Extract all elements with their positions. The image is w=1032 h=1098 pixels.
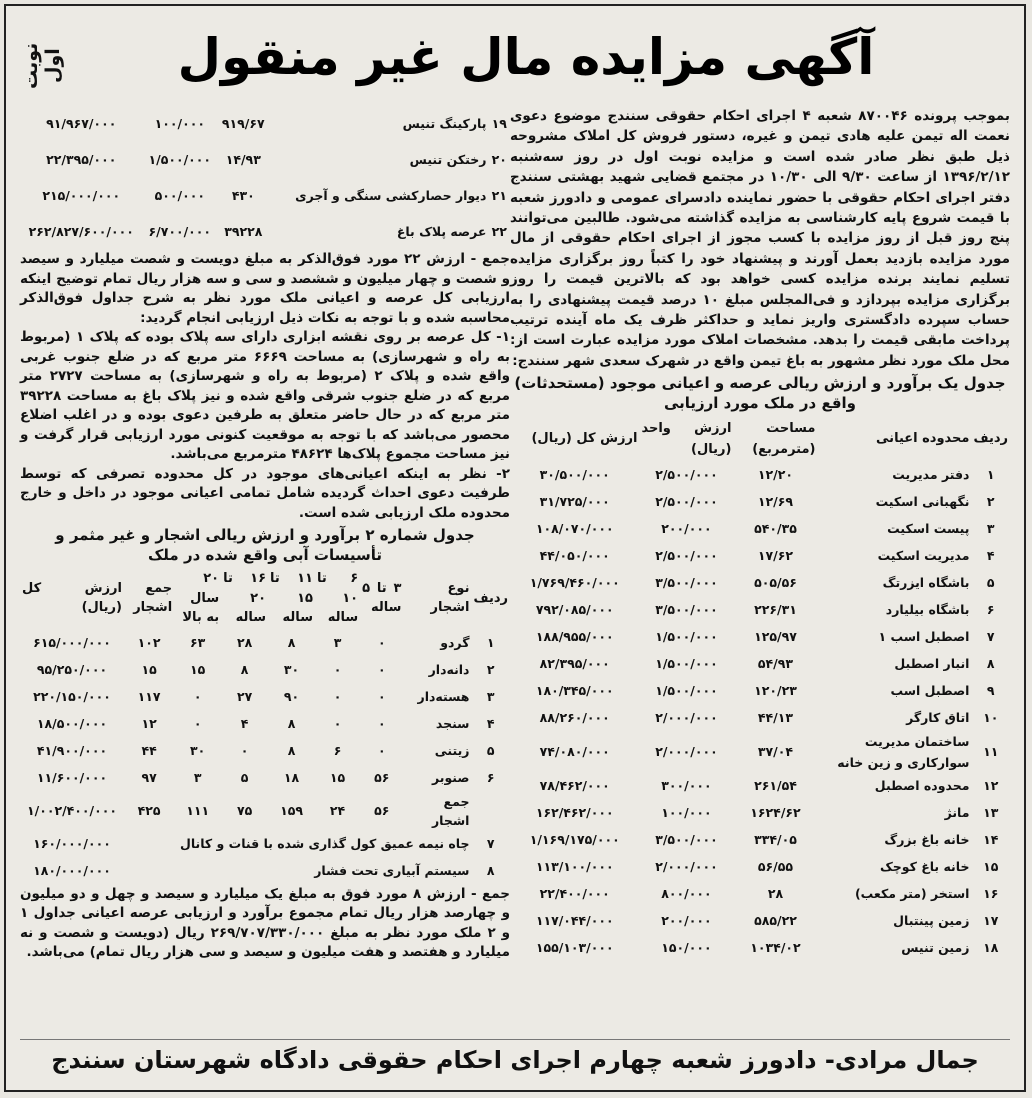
table1-cell: ۵۶/۵۵ — [757, 859, 794, 875]
table1-cell: ۴۴/۰۵۰/۰۰۰ — [539, 548, 610, 564]
table2-cell: ۹۵/۲۵۰/۰۰۰ — [36, 662, 108, 678]
table1-cell: ۱۷ — [983, 913, 999, 929]
table2-cell — [471, 792, 510, 831]
table2-row — [20, 657, 510, 684]
table1-cell: مانژ — [944, 805, 970, 821]
table1-cell: ۱۰ — [983, 710, 999, 726]
table1-header-row — [510, 417, 1010, 462]
table1-cont-cell: ۱۰۰/۰۰۰ — [154, 116, 205, 132]
table2-cell: ۰ — [377, 689, 386, 705]
table2-row — [20, 765, 510, 792]
table2-cell: ۶ — [486, 770, 495, 786]
table2-heading: جدول شماره ۲ برآورد و ارزش ریالی اشجار و غیر مثمر و تأسیسات آبی واقع شده در ملک — [55, 526, 475, 564]
table2-cell: صنوبر — [431, 770, 470, 786]
table1-cell: باشگاه بیلیارد — [885, 602, 970, 618]
table1-cell: ۵۴۰/۳۵ — [754, 521, 797, 537]
table2-cell: ۱۱/۶۰۰/۰۰۰ — [36, 770, 108, 786]
table1-col-header: ردیف — [973, 431, 1008, 447]
table2-cell: ۰ — [377, 635, 386, 651]
notice-frame — [4, 4, 1026, 1092]
table1-cell: ۱۰۰/۰۰۰ — [661, 805, 712, 821]
table2-cell: ۸ — [287, 743, 296, 759]
table1-cell: ۱۳ — [983, 805, 999, 821]
table1-cell: ۱۶۲۴/۶۲ — [750, 805, 801, 821]
table1 — [510, 417, 1010, 962]
table1-cell: ۷۸/۴۶۲/۰۰۰ — [539, 778, 610, 794]
table1-cell: ۲۶۱/۵۴ — [754, 778, 797, 794]
table1-cell: ۱۲۰/۲۳ — [754, 683, 797, 699]
table1-cell: ۱۵ — [983, 859, 999, 875]
table2-cell: ۱۵ — [141, 662, 157, 678]
table2-row — [20, 630, 510, 657]
table2-cell: ۶۳ — [190, 635, 206, 651]
table1-cell: ۵ — [986, 575, 995, 591]
table1-cell: ۲۲۶/۳۱ — [754, 602, 797, 618]
table1-cell: ۱۵۰/۰۰۰ — [661, 940, 712, 956]
table1-cell: مدیریت اسکیت — [877, 548, 970, 564]
table1-cell: باشگاه ایزرتگ — [882, 575, 970, 591]
table2-cell: هسته‌دار — [417, 689, 470, 705]
table2-cell: گردو — [440, 635, 470, 651]
table2-cell: ۵ — [486, 743, 495, 759]
table1-cell: ۱۷/۶۲ — [757, 548, 794, 564]
table2-col-header: ردیف — [473, 590, 508, 606]
table1-cell: ۸ — [986, 656, 995, 672]
table2-extra-row — [20, 858, 510, 885]
table2-cell: ۱۸/۵۰۰/۰۰۰ — [36, 716, 108, 732]
table1-cell: ۷۹۲/۰۸۵/۰۰۰ — [535, 602, 614, 618]
table1-row — [510, 732, 1010, 773]
table2-cell: ۵۶ — [374, 803, 390, 819]
table2-row — [20, 738, 510, 765]
note-paragraph-2: ۲- نظر به اینکه اعیانی‌های موجود در کل محدوده تصرفی که توسط طرفیت دعوی احداث گردیده شامل تمامی اعیانی موجود در داخل و خارج محدوده ملک ارزیابی شده است. — [20, 465, 510, 521]
table2-cell: ۹۰ — [283, 689, 300, 705]
table1-cell: ۱۱ — [983, 744, 999, 760]
table1-cell: محدوده اصطبل — [874, 778, 970, 794]
table1-row — [510, 881, 1010, 908]
table2-row — [20, 792, 510, 831]
table2-cell: ۱ — [486, 635, 495, 651]
table1-cell: خانه باغ کوچک — [879, 859, 970, 875]
table1-cell: ۲۸ — [767, 886, 784, 902]
table2-cell: ۱۵ — [329, 770, 346, 786]
table1-cell: زمین پینتبال — [893, 913, 970, 929]
table1-cell: ۲/۵۰۰/۰۰۰ — [655, 548, 718, 564]
table2-cell: ۱۵ — [190, 662, 206, 678]
table1-row — [510, 570, 1010, 597]
table1-cell: ۲۰۰/۰۰۰ — [661, 913, 712, 929]
table1-cell: ۱۰۸/۰۷۰/۰۰۰ — [535, 521, 614, 537]
table1-row — [510, 462, 1010, 489]
table1-cell: ۱۸۸/۹۵۵/۰۰۰ — [535, 629, 614, 645]
intro-paragraph: بموجب پرونده ۸۷۰۰۴۶ شعبه ۴ اجرای احکام حقوقی سنندج موضوع دعوی نعمت اله تیمن علیه هادی تیمن و غیره، دستور فروش کل املاک مشروحه ذیل طبق نظر صادر شده است و مزایده نوبت اول در روز سه‌شنبه ۱۳۹۶/۲/۱۲ از ساعت ۹/۳۰ الی ۱۰/۳۰ در مجتمع قضایی شهید بهشتی سنندج دفتر اجرای احکام حقوقی با حضور نماینده دادسرای عمومی و دادورز شعبه با قیمت شروع پایه کارشناسی به مزایده گذاشته می‌شود. طالبین می‌توانند پنج روز قبل از روز مزایده با کسب مجوز از اجرای احکام حقوقی از مال مورد مزایده بازدید بعمل آورند و پیشنهاد خود را کتباً روز برگزاری مزایده تسلیم نمایند برنده مزایده کسی خواهد بود که بالاترین قیمت را روز برگزاری مزایده بپردازد و فی‌المجلس مبلغ ۱۰ درصد قیمت پیشنهادی را به حساب سپرده دادگستری واریز نماید و حداکثر ظرف یک ماه آینده ترتیب پرداخت مابقی قیمت را بدهد. مشخصات املاک مورد مزایده عبارت است از: محل ملک مورد نظر مشهور به باغ تیمن واقع در شهرک سعدی شهر سنندج: — [510, 108, 1011, 369]
sum-paragraph-2: جمع - ارزش ۸ مورد فوق به مبلغ یک میلیارد و سیصد و چهل و دو میلیون و چهارصد هزار ریال تمام مجموع برآورد و ارزیابی عرصه اعیانی جداول ۱ و ۲ ملک مورد نظر به مبلغ ۲۶۹/۷۰۷/۳۳۰/۰۰۰ ریال (دویست و شصت و نه میلیارد و هفتصد و هفت میلیون و سیصد و سی هزار ریال تمام) می‌باشد. — [20, 885, 511, 960]
table2-cell: ۱۵۹ — [280, 803, 303, 819]
table1-cont-row — [20, 214, 510, 250]
right-column — [510, 106, 1010, 962]
signature-footer: جمال مرادی- دادورز شعبه چهارم اجرای احکام حقوقی دادگاه شهرستان سنندج — [20, 1039, 1010, 1080]
table2-cell: ۶۱۵/۰۰۰/۰۰۰ — [33, 635, 111, 651]
notice-round-tag: نوبت اول — [20, 42, 64, 90]
table2-cell: ۰ — [377, 743, 386, 759]
table1-cont-row — [20, 142, 510, 178]
table1-cell: ۳/۵۰۰/۰۰۰ — [655, 602, 718, 618]
table1-cont-cell: ۴۳۰ — [231, 188, 255, 204]
table1-cell: ۱/۵۰۰/۰۰۰ — [655, 683, 718, 699]
table1-cont-cell: ۱۹ — [491, 116, 507, 132]
table1-row — [510, 489, 1010, 516]
table1-cell: ۳۰۰/۰۰۰ — [661, 778, 712, 794]
table1-cell: ۱/۵۰۰/۰۰۰ — [655, 629, 718, 645]
table1-row — [510, 773, 1010, 800]
table2-cell: ۳ — [486, 689, 495, 705]
table2-cell: ۴۲۵ — [137, 803, 161, 819]
table1-cell: ۲۲/۴۰۰/۰۰۰ — [539, 886, 610, 902]
table1-cell: ۸۰۰/۰۰۰ — [661, 886, 712, 902]
table1-cell: نگهبانی اسکیت — [875, 494, 970, 510]
table1-cont-cell: ۲۰ — [491, 152, 507, 168]
note-paragraph-1: ۱- کل عرصه بر روی نقشه ابزاری دارای سه پلاک بوده که پلاک ۱ (مربوط به راه و شهرسازی) به مساحت ۶۶۶۹ متر مربع که در ضلع جنوب غربی واقع شده و پلاک ۲ (مربوط به راه و شهرسازی) به مساحت ۲۷۲۷ متر مربع که در ضلع جنوب شرقی واقع شده و نیز پلاک باغ به مساحت ۳۹۲۲۸ متر مربع که در حال حاضر متعلق به طرفین دعوی بوده و در اغلب اضلاع محصور می‌باشد که با توجه به موقعیت کنونی مورد ارزیابی قرار گرفت و نیز مساحت مجموع پلاک‌ها ۴۸۶۲۴ مترمربع می‌باشد. — [20, 329, 510, 462]
table2-cell: ۵ — [240, 770, 249, 786]
table1-cell: ۱ — [986, 467, 995, 483]
table1-cell: ۴۴/۱۳ — [757, 710, 794, 726]
table2-cell: سنجد — [435, 716, 470, 732]
table1-cell: ۱۲/۶۹ — [757, 494, 794, 510]
table2-col-header: جمع اشجار — [133, 580, 173, 616]
table2-col-header: ارزش کل (ریال) — [22, 580, 122, 616]
table1-cell: ۴ — [986, 548, 995, 564]
table1-cont-cell: ۲۱ — [491, 188, 507, 204]
table1-heading: جدول یک برآورد و ارزش ریالی عرصه و اعیانی موجود (مستحدثات) واقع در ملک مورد ارزیابی — [514, 374, 1006, 413]
table1-cell: ۸۲/۳۹۵/۰۰۰ — [539, 656, 610, 672]
table1-col-header: محدوده اعیانی — [876, 431, 970, 447]
table1-cell: ۳۷/۰۴ — [757, 744, 794, 760]
table1-cell: ۲/۰۰۰/۰۰۰ — [655, 859, 718, 875]
table2-col-header: ۱۶ تا ۲۰ ساله — [223, 571, 267, 625]
table1-cont-cell: ۳۹۲۲۸ — [224, 224, 263, 240]
table1-cont-cell: ۹۱۹/۶۷ — [221, 116, 265, 132]
table1-cell: ۱۲۵/۹۷ — [754, 629, 797, 645]
table1-cell: استخر (متر مکعب) — [854, 886, 970, 902]
table2-cell: ۹۷ — [141, 770, 157, 786]
table2-cell: ۸ — [486, 863, 495, 879]
table1-cont-cell: ۵۰۰/۰۰۰ — [154, 188, 205, 204]
table2-cell: ۸ — [287, 716, 296, 732]
table2-header-row — [20, 567, 510, 630]
table2-cell: ۱۲ — [141, 716, 157, 732]
table2-cell: ۴۴ — [141, 743, 157, 759]
table2-cell: ۷۵ — [236, 803, 253, 819]
table2-col-header: ۲۰ سال به بالا — [182, 571, 220, 625]
table2-col-header: ۱۱ تا ۱۵ ساله — [270, 571, 313, 625]
table2-col-header: نوع اشجار — [430, 580, 470, 616]
table2-cell: ۵۶ — [374, 770, 390, 786]
table1-cell: ۱۵۵/۱۰۳/۰۰۰ — [535, 940, 614, 956]
table1-cell: زمین تنیس — [901, 940, 970, 956]
table1-cell: ۵۴/۹۳ — [757, 656, 794, 672]
table1-row — [510, 827, 1010, 854]
table1-cell: ۵۸۵/۲۲ — [754, 913, 797, 929]
table2-row — [20, 711, 510, 738]
table1-cell: ۷ — [986, 629, 995, 645]
table1-cont-cell: ۹۱/۹۶۷/۰۰۰ — [46, 116, 117, 132]
table2-cell: ۴ — [240, 716, 249, 732]
table2-cell: چاه نیمه عمیق کول گذاری شده با قنات و کانال — [180, 836, 470, 852]
table1-row — [510, 624, 1010, 651]
table1-cell: ۸۸/۲۶۰/۰۰۰ — [539, 710, 610, 726]
table2-cell: ۰ — [377, 662, 386, 678]
table1-cell: ۱۶۲/۴۶۲/۰۰۰ — [535, 805, 614, 821]
table1-cont-row — [20, 106, 510, 142]
table1-cont-cell: ۲۶۲/۸۲۷/۶۰۰/۰۰۰ — [28, 224, 134, 240]
table1-cell: اصطبل اسب ۱ — [878, 629, 970, 645]
table1-cell: ۱۴ — [983, 832, 999, 848]
table1-cell: ۳۱/۷۲۵/۰۰۰ — [539, 494, 610, 510]
table2-cell: ۰ — [333, 716, 342, 732]
table1-cell: ۱/۱۶۹/۱۷۵/۰۰۰ — [529, 832, 620, 848]
table1-row — [510, 678, 1010, 705]
table2-cell: ۰ — [193, 689, 202, 705]
table1-cell: ۹ — [986, 683, 995, 699]
table1-cont-cell: دیوار حصارکشی سنگی و آجری — [295, 188, 487, 204]
table1-cell: ۱۸ — [983, 940, 999, 956]
table1-cell: اصطبل اسب — [890, 683, 970, 699]
table2-cell: ۲۲۰/۱۵۰/۰۰۰ — [33, 689, 111, 705]
table1-cell: دفتر مدیریت — [892, 467, 970, 483]
table1-cont-cell: ۲۱۵/۰۰۰/۰۰۰ — [42, 188, 121, 204]
table2-cell: ۲ — [486, 662, 495, 678]
table1-cell: ۲/۰۰۰/۰۰۰ — [655, 744, 718, 760]
table2-cell: ۱۶۰/۰۰۰/۰۰۰ — [33, 836, 111, 852]
table2-cell: ۴۱/۹۰۰/۰۰۰ — [36, 743, 108, 759]
left-column — [20, 106, 510, 963]
table1-cell: ۲/۵۰۰/۰۰۰ — [655, 467, 718, 483]
table1-col-header: ارزش واحد (ریال) — [641, 421, 732, 457]
table1-row — [510, 935, 1010, 962]
table2-cell: ۱۱۷ — [137, 689, 161, 705]
table1-cell: ۱۰۳۴/۰۲ — [750, 940, 801, 956]
table2-cell: ۰ — [240, 743, 249, 759]
table1-cell: ۱۶ — [983, 886, 999, 902]
table1-row — [510, 705, 1010, 732]
table1-cont-cell: ۲۲/۳۹۵/۰۰۰ — [46, 152, 117, 168]
table1-cont-cell: رختکن تنیس — [409, 152, 487, 168]
table2-cell: ۳ — [333, 635, 342, 651]
table1-cont-cell: ۶/۷۰۰/۰۰۰ — [148, 224, 212, 240]
table1-cell: ۳۰/۵۰۰/۰۰۰ — [539, 467, 610, 483]
table1-cell: ۱/۷۶۹/۴۶۰/۰۰۰ — [529, 575, 620, 591]
table1-row — [510, 516, 1010, 543]
notice-title: آگهی مزایده مال غیر منقول — [177, 28, 875, 86]
table1-cell: ۱۱۷/۰۴۴/۰۰۰ — [535, 913, 614, 929]
table2-cell: جمع اشجار — [431, 793, 470, 828]
table1-cell: ۲/۵۰۰/۰۰۰ — [655, 494, 718, 510]
table2-cell: ۳ — [193, 770, 202, 786]
table2-row — [20, 684, 510, 711]
table1-cell: ۲ — [986, 494, 995, 510]
table1-cell: ۳/۵۰۰/۰۰۰ — [655, 832, 718, 848]
table2-cell: ۱۸ — [283, 770, 300, 786]
table1-cell: ۱۲ — [983, 778, 999, 794]
table2-cell: ۷ — [486, 836, 495, 852]
table1-cont-cell: عرصه پلاک باغ — [396, 224, 487, 240]
table1-cell: ۷۴/۰۸۰/۰۰۰ — [539, 744, 610, 760]
table1-cell: ۲۰۰/۰۰۰ — [661, 521, 712, 537]
table2-cell: ۲۸ — [236, 635, 253, 651]
table2 — [20, 567, 510, 885]
table1-cell: ۱۱۳/۱۰۰/۰۰۰ — [535, 859, 614, 875]
table1-cell: ۱/۵۰۰/۰۰۰ — [655, 656, 718, 672]
table2-col-header: ۶ تا ۱۰ ساله — [316, 571, 359, 625]
sum-paragraph-1: جمع - ارزش ۲۲ مورد فوق‌الذکر به مبلغ دویست و شصت میلیارد و سیصد و شصت و چهار میلیون و ششصد و سی و سه هزار ریال تمام توضیح اینکه ارزیابی کل عرصه و اعیانی ملک مورد نظر به شرح جداول فوق‌الذکر محاسبه شده و با توجه به نکات ذیل ارزیابی انجام گردید: — [20, 251, 510, 326]
table1-row — [510, 651, 1010, 678]
table1-cell: ۱۸۰/۳۴۵/۰۰۰ — [535, 683, 614, 699]
table1-continued — [20, 106, 510, 250]
table1-cell: خانه باغ بزرگ — [884, 832, 970, 848]
table2-cell: ۸ — [240, 662, 249, 678]
table1-cell: ۳۳۴/۰۵ — [754, 832, 797, 848]
table1-row — [510, 908, 1010, 935]
table2-cell: ۰ — [193, 716, 202, 732]
table2-cell: ۲۷ — [236, 689, 253, 705]
table1-row — [510, 854, 1010, 881]
table1-cont-cell: ۲۲ — [491, 224, 507, 240]
table2-cell: ۳۰ — [283, 662, 300, 678]
table1-cont-row — [20, 178, 510, 214]
table1-cell: ۱۲/۲۰ — [757, 467, 794, 483]
table2-cell: ۱۰۲ — [137, 635, 161, 651]
table2-cell: دانه‌دار — [428, 662, 470, 678]
table1-cell: ۶ — [986, 602, 995, 618]
table2-cell: ۳۰ — [190, 743, 206, 759]
table1-cell: انبار اصطبل — [894, 656, 970, 672]
table2-cell: زیتنی — [434, 743, 470, 759]
table1-cell: اتاق کارگر — [906, 710, 970, 726]
table2-col-header: ۳ تا ۵ ساله — [362, 580, 402, 616]
table2-cell: ۱۸۰/۰۰۰/۰۰۰ — [33, 863, 111, 879]
table2-cell: ۱۱۱ — [186, 803, 210, 819]
table1-cell: ۲/۰۰۰/۰۰۰ — [655, 710, 718, 726]
table1-cont-cell: پارکینگ تنیس — [402, 116, 487, 132]
table1-cont-cell: ۱/۵۰۰/۰۰۰ — [148, 152, 212, 168]
table1-cell: ۳/۵۰۰/۰۰۰ — [655, 575, 718, 591]
table1-cell: ساختمان مدیریت سوارکاری و زین خانه — [837, 734, 970, 770]
table2-cell: ۰ — [333, 662, 342, 678]
table2-cell: ۶ — [333, 743, 342, 759]
table2-cell: سیستم آبیاری تحت فشار — [314, 863, 470, 879]
table2-cell: ۰ — [333, 689, 342, 705]
table2-extra-row — [20, 831, 510, 858]
table1-col-header: ارزش کل (ریال) — [531, 431, 638, 447]
table1-cont-cell: ۱۴/۹۳ — [225, 152, 261, 168]
table2-cell: ۸ — [287, 635, 296, 651]
table1-cell: ۵۰۵/۵۶ — [754, 575, 797, 591]
table1-row — [510, 597, 1010, 624]
table2-cell: ۱/۰۰۲/۴۰۰/۰۰۰ — [27, 803, 117, 819]
table2-cell: ۰ — [377, 716, 386, 732]
table2-cell: ۴ — [486, 716, 495, 732]
table1-col-header: مساحت (مترمربع) — [752, 421, 816, 457]
table1-cell: پیست اسکیت — [887, 521, 970, 537]
table1-row — [510, 543, 1010, 570]
table1-cell: ۳ — [986, 521, 995, 537]
table1-row — [510, 800, 1010, 827]
table2-cell: ۲۴ — [329, 803, 346, 819]
